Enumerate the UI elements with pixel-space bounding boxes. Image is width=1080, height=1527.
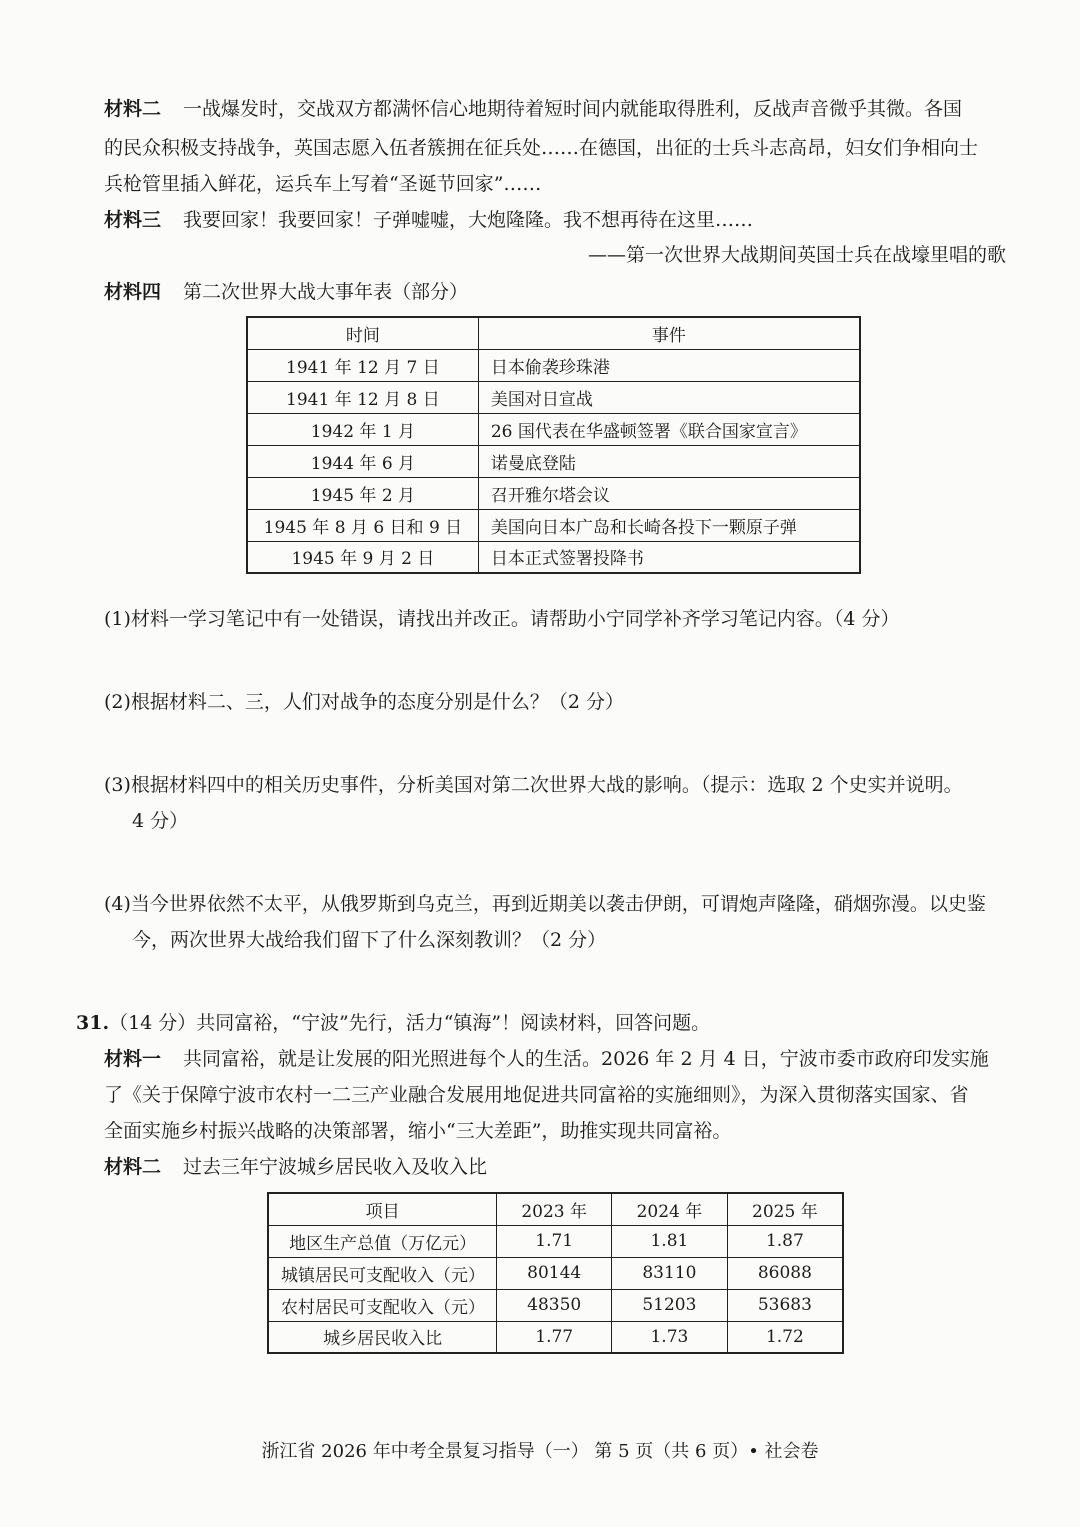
q31-material2-title: 材料二 过去三年宁波城乡居民收入及收入比 <box>104 1156 488 1178</box>
material2-line2: 的民众积极支持战争，英国志愿入伍者簇拥在征兵处……在德国，出征的士兵斗志高昂，妇女们争相向士 <box>104 137 979 159</box>
table-cell: 日本正式签署投降书 <box>478 541 860 573</box>
table-cell: 1.72 <box>727 1321 843 1353</box>
table-cell: 1945 年 2 月 <box>247 477 478 509</box>
material3-attribution: ——第一次世界大战期间英国士兵在战壕里唱的歌 <box>587 244 1006 266</box>
table-cell: 1.87 <box>727 1225 843 1257</box>
table-row <box>268 1225 843 1257</box>
table-cell: 1.73 <box>612 1321 728 1353</box>
q31-material1-line2: 了《关于保障宁波市农村一二三产业融合发展用地促进共同富裕的实施细则》，为深入贯彻落实国家、省 <box>104 1084 969 1106</box>
table-cell: 51203 <box>612 1289 728 1321</box>
table-cell: 53683 <box>727 1289 843 1321</box>
table-cell: 1.71 <box>497 1225 612 1257</box>
question-1: (1)材料一学习笔记中有一处错误，请找出并改正。请帮助小宁同学补齐学习笔记内容。（4 分） <box>104 608 900 630</box>
q31-material2-label: 材料二 <box>104 1156 162 1178</box>
question-31-intro: 31.（14 分）共同富裕，“宁波”先行，活力“镇海”！阅读材料，回答问题。 <box>76 1012 711 1034</box>
table-row <box>268 1321 843 1353</box>
table-header: 2025 年 <box>727 1193 843 1225</box>
table-cell: 美国对日宣战 <box>478 381 860 413</box>
table-cell: 1941 年 12 月 7 日 <box>247 349 478 381</box>
table-header: 2024 年 <box>612 1193 728 1225</box>
table-cell: 1942 年 1 月 <box>247 413 478 445</box>
table-cell: 26 国代表在华盛顿签署《联合国家宣言》 <box>478 413 860 445</box>
table-row <box>247 445 860 477</box>
table-row <box>247 381 860 413</box>
table-header: 2023 年 <box>497 1193 612 1225</box>
table-row <box>247 477 860 509</box>
question-4-line2: 今，两次世界大战给我们留下了什么深刻教训？（2 分） <box>132 929 607 951</box>
table-cell: 美国向日本广岛和长崎各投下一颗原子弹 <box>478 509 860 541</box>
table-cell: 召开雅尔塔会议 <box>478 477 860 509</box>
question-3-line2: 4 分） <box>132 810 189 832</box>
table-row <box>268 1257 843 1289</box>
material4-title: 材料四 第二次世界大战大事年表（部分） <box>104 281 469 303</box>
question-31-number: 31. <box>76 1012 110 1034</box>
ningbo-income-table <box>267 1192 844 1354</box>
table-cell: 80144 <box>497 1257 612 1289</box>
page-footer: 浙江省 2026 年中考全景复习指导（一） 第 5 页（共 6 页）• 社会卷 <box>261 1441 819 1462</box>
q31-material1-line3: 全面实施乡村振兴战略的决策部署，缩小“三大差距”，助推实现共同富裕。 <box>104 1120 732 1142</box>
table-cell: 1944 年 6 月 <box>247 445 478 477</box>
table-cell: 83110 <box>612 1257 728 1289</box>
ww2-timeline-table <box>246 316 861 574</box>
table-row <box>268 1289 843 1321</box>
table-cell: 城镇居民可支配收入（元） <box>268 1257 497 1289</box>
table-cell: 48350 <box>497 1289 612 1321</box>
table-cell: 1945 年 9 月 2 日 <box>247 541 478 573</box>
table-cell: 86088 <box>727 1257 843 1289</box>
table-header-row <box>268 1193 843 1225</box>
table-cell: 1.81 <box>612 1225 728 1257</box>
table-row <box>247 541 860 573</box>
table-cell: 地区生产总值（万亿元） <box>268 1225 497 1257</box>
table-header: 时间 <box>247 317 478 349</box>
question-2: (2)根据材料二、三，人们对战争的态度分别是什么？（2 分） <box>104 691 625 713</box>
table-row <box>247 349 860 381</box>
table-cell: 1.77 <box>497 1321 612 1353</box>
material2-label: 材料二 <box>104 98 162 120</box>
question-3-line1: (3)根据材料四中的相关历史事件，分析美国对第二次世界大战的影响。（提示：选取 2 个史实并说明。 <box>104 774 963 796</box>
material2-line1: 材料二 一战爆发时，交战双方都满怀信心地期待着短时间内就能取得胜利，反战声音微乎其微。各国 <box>104 98 963 120</box>
table-cell: 1945 年 8 月 6 日和 9 日 <box>247 509 478 541</box>
q31-material1-label: 材料一 <box>104 1048 162 1070</box>
table-header-row <box>247 317 860 349</box>
table-cell: 日本偷袭珍珠港 <box>478 349 860 381</box>
table-row <box>247 509 860 541</box>
material4-label: 材料四 <box>104 281 162 303</box>
material3-line: 材料三 我要回家！我要回家！子弹嘘嘘，大炮隆隆。我不想再待在这里…… <box>104 209 754 231</box>
table-cell: 1941 年 12 月 8 日 <box>247 381 478 413</box>
material3-label: 材料三 <box>104 209 162 231</box>
question-4-line1: (4)当今世界依然不太平，从俄罗斯到乌克兰，再到近期美以袭击伊朗，可谓炮声隆隆，硝烟弥漫。以史鉴 <box>104 893 986 915</box>
q31-material1-line1: 材料一 共同富裕，就是让发展的阳光照进每个人的生活。2026 年 2 月 4 日，宁波市委市政府印发实施 <box>104 1048 989 1070</box>
table-header: 事件 <box>478 317 860 349</box>
table-row <box>247 413 860 445</box>
table-cell: 农村居民可支配收入（元） <box>268 1289 497 1321</box>
table-cell: 诺曼底登陆 <box>478 445 860 477</box>
table-header: 项目 <box>268 1193 497 1225</box>
material2-line3: 兵枪管里插入鲜花，运兵车上写着“圣诞节回家”…… <box>104 173 542 195</box>
table-cell: 城乡居民收入比 <box>268 1321 497 1353</box>
